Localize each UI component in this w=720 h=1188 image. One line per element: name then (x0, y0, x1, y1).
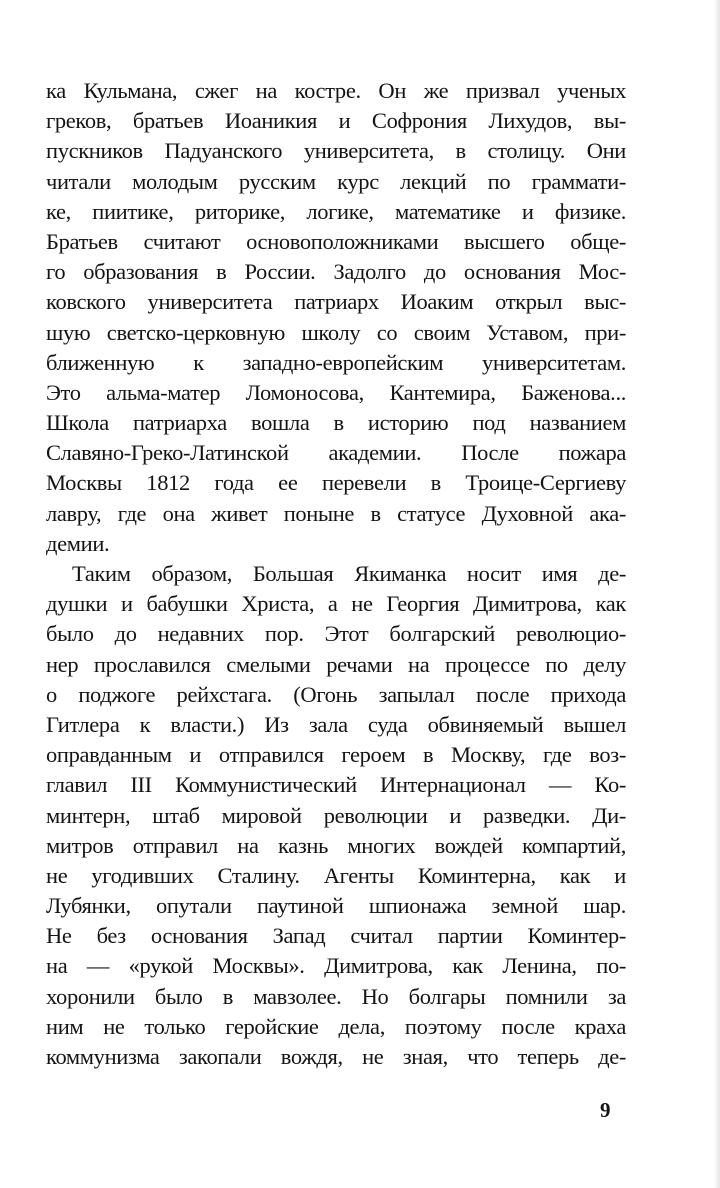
text-line: Школа патриарха вошла в историю под названием (46, 410, 626, 436)
text-line: ка Кульмана, сжег на костре. Он же призвал ученых (46, 78, 626, 103)
text-line: главил III Коммунистический Интернационал — Ко- (46, 772, 626, 798)
text-line: шую светско-церковную школу со своим Уставом, при- (46, 319, 626, 345)
text-line: читали молодым русским курс лекций по граммати- (46, 168, 626, 194)
text-line: Гитлера к власти.) Из зала суда обвиняемый вышел (46, 711, 626, 737)
body-text (46, 76, 626, 1072)
text-line: Славяно-Греко-Латинской академии. После пожара (46, 440, 626, 466)
paragraph-end-line: демии. (46, 530, 110, 556)
text-line: душки и бабушки Христа, а не Георгия Димитрова, как (46, 591, 626, 617)
text-line: Братьев считают основоположниками высшего обще- (46, 228, 626, 254)
text-line: хоронили было в мавзолее. Но болгары помнили за (46, 983, 626, 1009)
text-line: Москвы 1812 года ее перевели в Троице-Сергиеву (46, 470, 626, 496)
text-line: лавру, где она живет поныне в статусе Духовной ака- (46, 500, 626, 526)
text-line: Не без основания Запад считал партии Коминтер- (46, 923, 626, 949)
page-edge-shadow (714, 0, 720, 1188)
text-line: Это альма-матер Ломоносова, Кантемира, Баженова... (46, 379, 626, 405)
paragraph-first-line: Таким образом, Большая Якиманка носит имя де- (72, 561, 626, 586)
text-line: пускников Падуанского университета, в столицу. Они (46, 138, 626, 164)
text-line: коммунизма закопали вождя, не зная, что теперь де- (46, 1044, 626, 1069)
text-line: ним не только геройские дела, поэтому после краха (46, 1013, 626, 1039)
text-line: ке, пиитике, риторике, логике, математике и физике. (46, 198, 626, 224)
text-line: го образования в России. Задолго до основания Мос- (46, 259, 626, 285)
text-line: Лубянки, опутали паутиной шпионажа земной шар. (46, 893, 626, 919)
text-line: нер прославился смелыми речами на процессе по делу (46, 651, 626, 677)
text-line: митров отправил на казнь многих вождей компартий, (46, 832, 626, 858)
text-line: оправданным и отправился героем в Москву, где воз- (46, 742, 626, 768)
text-line: о поджоге рейхстага. (Огонь запылал после прихода (46, 681, 626, 707)
text-line: было до недавних пор. Этот болгарский революцио- (46, 621, 626, 647)
text-line: ближенную к западно-европейским университетам. (46, 349, 626, 375)
text-line: греков, братьев Иоаникия и Софрония Лихудов, вы- (46, 108, 626, 134)
text-line: ковского университета патриарх Иоаким открыл выс- (46, 289, 626, 315)
text-line: не угодивших Сталину. Агенты Коминтерна, как и (46, 862, 626, 888)
text-line: на — «рукой Москвы». Димитрова, как Ленина, по- (46, 953, 626, 979)
page-number: 9 (600, 1098, 611, 1122)
text-line: минтерн, штаб мировой революции и разведки. Ди- (46, 802, 626, 828)
